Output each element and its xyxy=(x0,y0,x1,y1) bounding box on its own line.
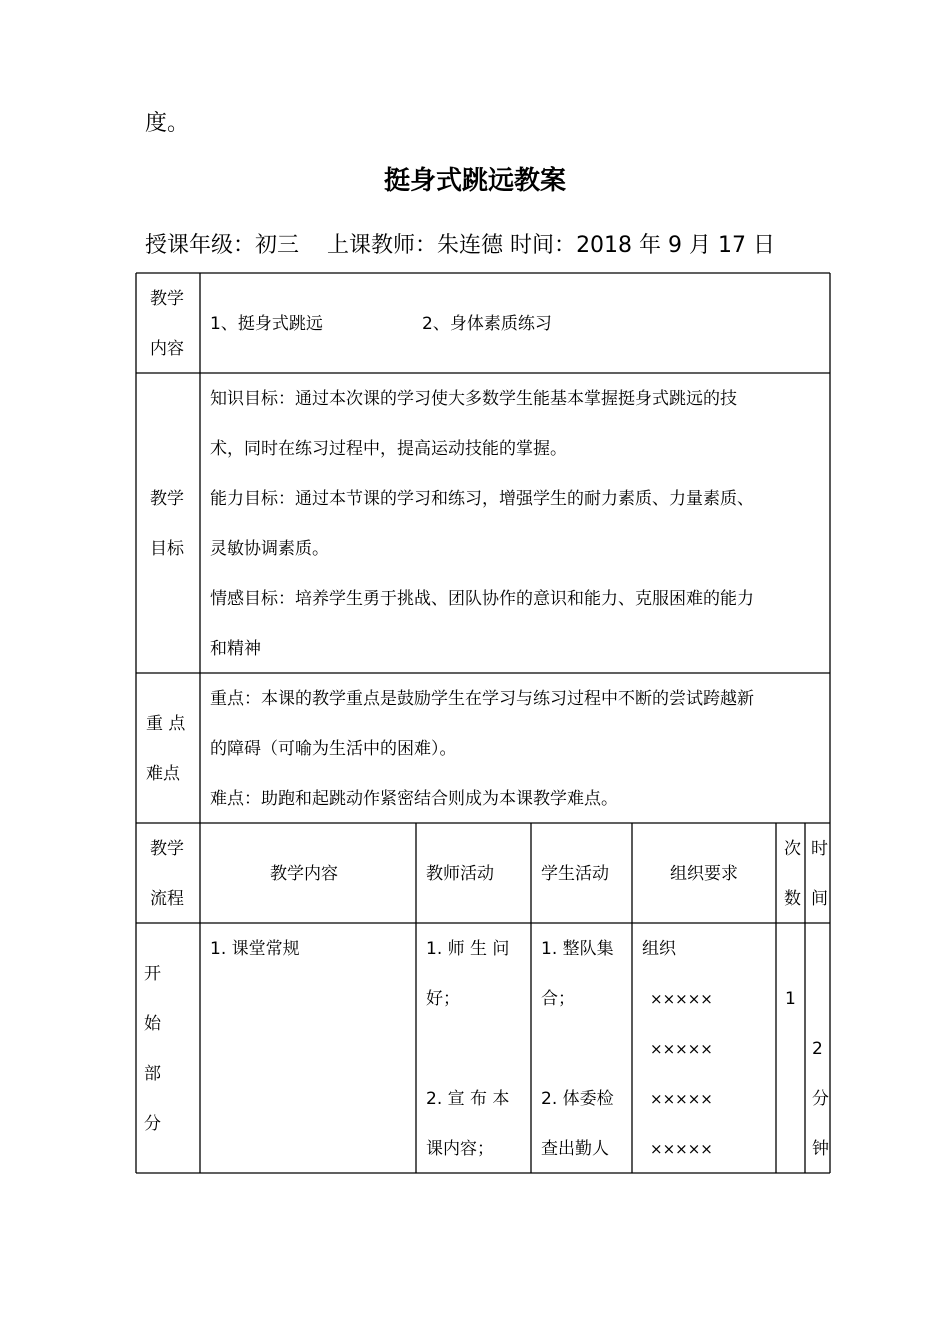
student-activity-2a: 2. 体委检 xyxy=(541,1089,614,1109)
keypoints-line: 的障碍（可喻为生活中的困难）。 xyxy=(210,739,457,759)
keypoints-line: 难点：助跑和起跳动作紧密结合则成为本课教学难点。 xyxy=(210,789,618,809)
content-item-1: 1、挺身式跳远 xyxy=(210,314,323,334)
content-item-2: 2、身体素质练习 xyxy=(422,314,552,334)
student-activity-1b: 合； xyxy=(541,989,575,1009)
process-header-flow-2: 流程 xyxy=(150,889,184,909)
keypoints-row-label-1: 重 点 xyxy=(146,714,186,734)
goals-line: 知识目标：通过本次课的学习使大多数学生能基本掌握挺身式跳远的技 xyxy=(210,389,737,409)
formation-row: ××××× xyxy=(650,1040,713,1058)
teacher-activity-2b: 课内容； xyxy=(426,1139,494,1159)
goals-line: 和精神 xyxy=(210,639,261,659)
teacher-activity-1b: 好； xyxy=(426,989,460,1009)
organization-label: 组织 xyxy=(642,939,676,959)
goals-line: 能力目标：通过本节课的学习和练习，增强学生的耐力素质、力量素质、 xyxy=(210,489,754,509)
goals-line: 灵敏协调素质。 xyxy=(210,539,329,559)
content-row-label-1: 教学 xyxy=(150,289,184,309)
previous-page-fragment: 度。 xyxy=(145,111,190,136)
process-header-organization: 组织要求 xyxy=(670,864,738,884)
process-header-student: 学生活动 xyxy=(541,864,609,884)
formation-row: ××××× xyxy=(650,990,713,1008)
time-label: 时间： xyxy=(510,233,577,258)
teacher-activity-2a: 2. 宣 布 本 xyxy=(426,1089,510,1109)
process-header-teacher: 教师活动 xyxy=(426,864,494,884)
content-row-label-2: 内容 xyxy=(150,339,184,359)
time-char: 分 xyxy=(812,1089,829,1109)
teacher-label: 上课教师： xyxy=(327,233,438,258)
goals-row-label-1: 教学 xyxy=(150,489,184,509)
process-header-flow-1: 教学 xyxy=(150,839,184,859)
process-header-content: 教学内容 xyxy=(270,864,338,884)
grade-value: 初三 xyxy=(255,233,300,258)
goals-line: 情感目标：培养学生勇于挑战、团队协作的意识和能力、克服困难的能力 xyxy=(210,589,754,609)
time-char: 钟 xyxy=(812,1139,829,1159)
student-activity-2b: 查出勤人 xyxy=(541,1139,609,1159)
process-header-count-1: 次 xyxy=(784,839,801,859)
keypoints-line: 重点：本课的教学重点是鼓励学生在学习与练习过程中不断的尝试跨越新 xyxy=(210,689,754,709)
start-section-char: 分 xyxy=(144,1114,161,1134)
start-content: 1. 课堂常规 xyxy=(210,939,300,959)
teacher-activity-1a: 1. 师 生 问 xyxy=(426,939,510,959)
formation-row: ××××× xyxy=(650,1140,713,1158)
process-header-time-2: 间 xyxy=(811,889,828,909)
goals-row-label-2: 目标 xyxy=(150,539,184,559)
start-section-char: 始 xyxy=(144,1014,161,1034)
formation-row: ××××× xyxy=(650,1090,713,1108)
process-header-count-2: 数 xyxy=(784,889,801,909)
goals-line: 术，同时在练习过程中，提高运动技能的掌握。 xyxy=(210,439,567,459)
count-value: 1 xyxy=(785,989,796,1009)
date-value: 2018 年 9 月 17 日 xyxy=(576,233,776,258)
start-section-char: 开 xyxy=(144,964,161,984)
page-title: 挺身式跳远教案 xyxy=(383,166,566,196)
student-activity-1a: 1. 整队集 xyxy=(541,939,614,959)
keypoints-row-label-2: 难点 xyxy=(146,764,180,784)
start-section-char: 部 xyxy=(144,1064,161,1084)
process-header-time-1: 时 xyxy=(811,839,828,859)
time-char: 2 xyxy=(812,1039,823,1059)
teacher-value: 朱连德 xyxy=(437,233,504,258)
grade-label: 授课年级： xyxy=(145,233,256,258)
